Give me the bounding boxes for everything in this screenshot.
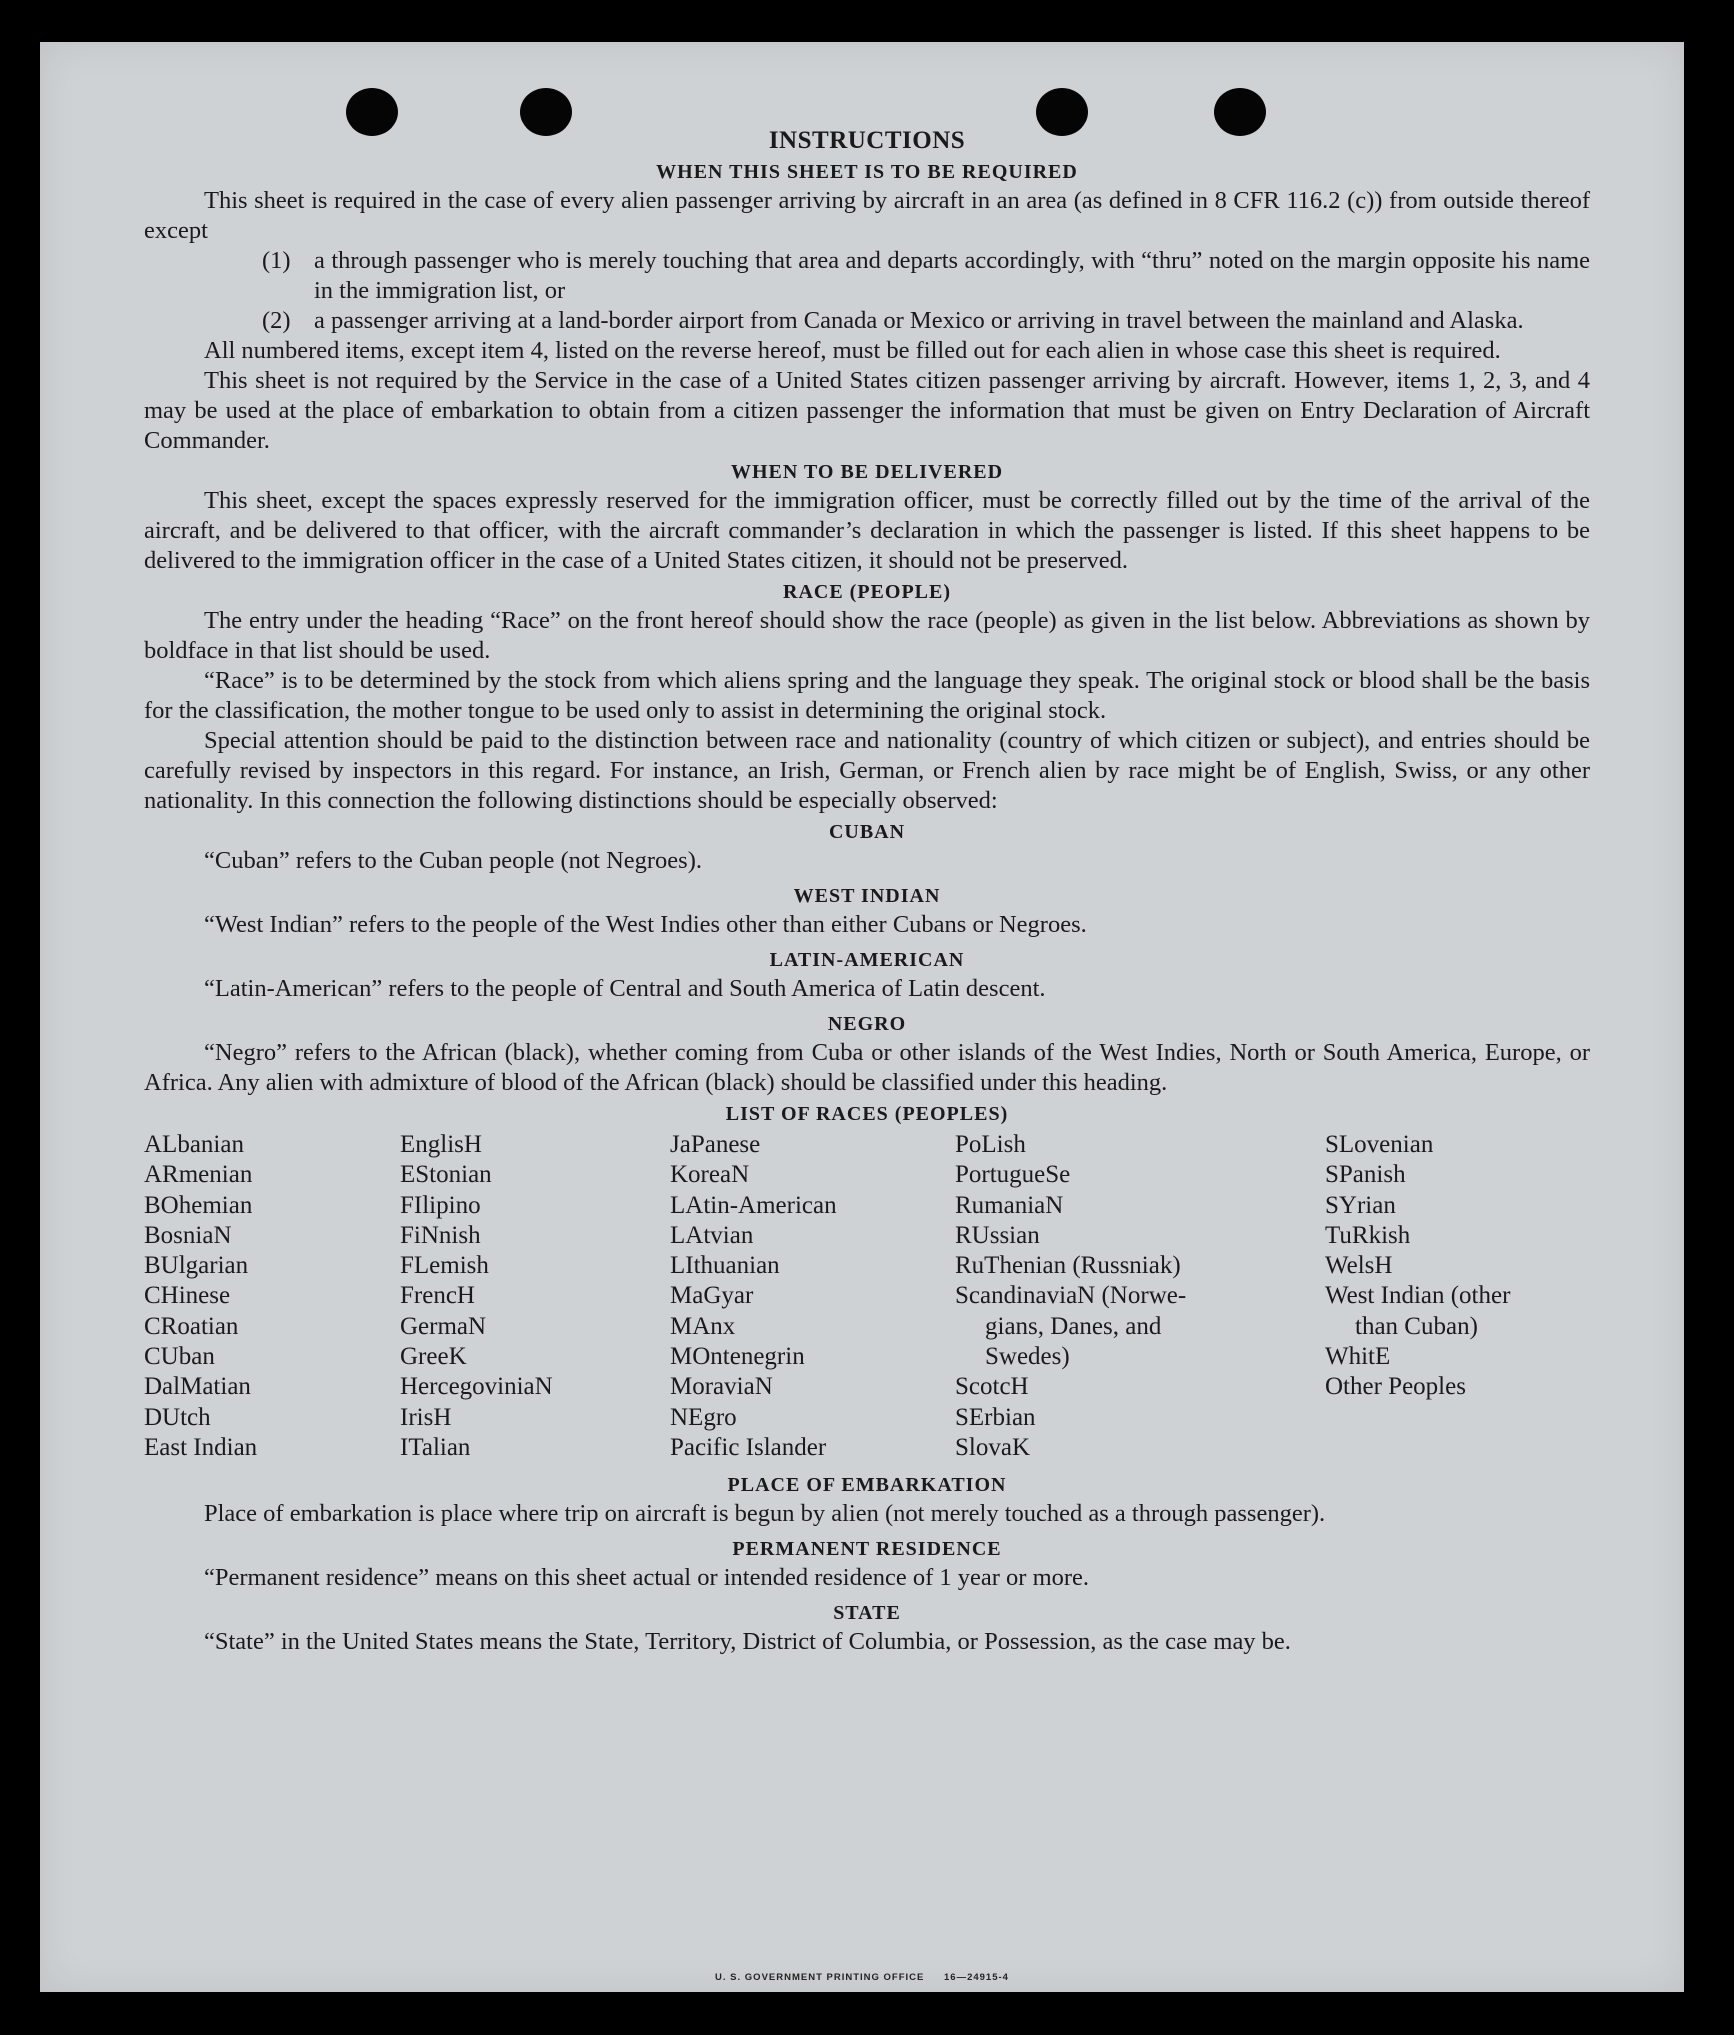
race-entry: IrisH	[400, 1403, 452, 1431]
race-column	[955, 1130, 1325, 1463]
race-entry: BosniaN	[144, 1221, 232, 1249]
race-entry: SYrian	[1325, 1191, 1396, 1219]
page-title: INSTRUCTIONS	[768, 127, 966, 154]
race-entry: PoLish	[955, 1131, 1026, 1158]
section-heading: NEGRO	[827, 1013, 907, 1035]
race-entry: FLemish	[400, 1252, 489, 1280]
race-entry: KoreaN	[670, 1161, 750, 1189]
section-heading: PLACE OF EMBARKATION	[727, 1474, 1007, 1497]
race-entry: LAtvian	[670, 1221, 754, 1249]
race-entry: DalMatian	[144, 1373, 251, 1401]
race-entry: FiNnish	[400, 1221, 481, 1249]
section-heading: RACE (PEOPLE)	[783, 581, 951, 603]
race-entry: West Indian (other	[1325, 1282, 1511, 1310]
race-entry: LAtin-American	[670, 1191, 837, 1219]
race-column	[400, 1130, 670, 1463]
race-entry: DUtch	[144, 1403, 211, 1431]
paragraph: The entry under the heading “Race” on the front hereof should show the race (people) as given in the list below. Abbreviations as shown by boldface in that list should be used.	[144, 607, 1590, 664]
race-entry: ITalian	[400, 1433, 471, 1461]
race-entry: ScotcH	[955, 1373, 1029, 1401]
definition: “Cuban” refers to the Cuban people (not Negroes).	[204, 847, 702, 874]
section-heading: LIST OF RACES (PEOPLES)	[725, 1103, 1009, 1125]
race-entry: FIlipino	[400, 1191, 481, 1219]
race-entry: GreeK	[400, 1343, 467, 1371]
section-heading: PERMANENT RESIDENCE	[732, 1538, 1002, 1561]
race-entry: FrencH	[400, 1282, 475, 1310]
item-number: (2)	[262, 307, 291, 334]
race-entry: than Cuban)	[1355, 1312, 1478, 1340]
section-heading: LATIN-AMERICAN	[769, 949, 965, 971]
list-item	[262, 306, 1590, 336]
race-entry: JaPanese	[670, 1131, 761, 1158]
race-entry: EnglisH	[400, 1131, 482, 1158]
race-entry: SlovaK	[955, 1433, 1030, 1461]
race-entry: MAnx	[670, 1312, 736, 1340]
race-entry: SErbian	[955, 1403, 1036, 1431]
race-entry: MoraviaN	[670, 1373, 773, 1401]
document-page	[40, 42, 1684, 1992]
race-entry: HercegoviniaN	[400, 1373, 553, 1401]
race-entry: SPanish	[1325, 1161, 1406, 1189]
race-entry: Swedes)	[985, 1343, 1070, 1371]
race-column	[144, 1130, 400, 1463]
race-entry: WhitE	[1325, 1343, 1391, 1371]
race-entry: gians, Danes, and	[985, 1312, 1162, 1340]
list-item	[262, 246, 1590, 306]
section-heading: STATE	[833, 1602, 901, 1625]
paragraph: This sheet is required in the case of every alien passenger arriving by aircraft in an area (as defined in 8 CFR 116.2 (c)) from outside thereof except	[144, 187, 1590, 244]
race-entry: CUban	[144, 1343, 215, 1371]
section-heading: WHEN THIS SHEET IS TO BE REQUIRED	[656, 161, 1078, 183]
race-entry: Other Peoples	[1325, 1373, 1466, 1401]
form-code: 16—24915-4	[944, 1972, 1009, 1983]
paragraph: “Permanent residence” means on this sheet actual or intended residence of 1 year or more.	[204, 1564, 1090, 1592]
race-entry: CRoatian	[144, 1312, 239, 1340]
race-entry: RuThenian (Russniak)	[955, 1252, 1181, 1280]
numbered-list	[144, 246, 1590, 336]
race-entry: GermaN	[400, 1312, 487, 1340]
paragraph: This sheet is not required by the Service in the case of a United States citizen passenger arriving by aircraft. However, items 1, 2, 3, and 4 may be used at the place of embarkation to obtain from a citizen passenger the information that must be given on Entry Declaration of Aircraft Commander.	[144, 367, 1590, 454]
race-entry: PortugueSe	[955, 1161, 1071, 1189]
definition: “Latin-American” refers to the people of Central and South America of Latin descent.	[204, 975, 1046, 1002]
race-column	[670, 1130, 955, 1463]
race-entry: SLovenian	[1325, 1131, 1434, 1158]
paragraph: All numbered items, except item 4, listed on the reverse hereof, must be filled out for each alien in whose case this sheet is required.	[204, 337, 1501, 364]
race-entry: East Indian	[144, 1433, 258, 1461]
race-entry: MOntenegrin	[670, 1343, 805, 1371]
race-entry: BOhemian	[144, 1191, 253, 1219]
race-entry: RumaniaN	[955, 1191, 1064, 1219]
race-entry: ALbanian	[144, 1131, 244, 1158]
paragraph: “Race” is to be determined by the stock from which aliens spring and the language they speak. The original stock or blood shall be the basis for the classification, the mother tongue to be used only to assist in determining the original stock.	[144, 667, 1590, 724]
printer-imprint	[40, 1972, 1684, 1983]
race-list	[144, 1130, 1590, 1463]
item-text: a through passenger who is merely touching that area and departs accordingly, with “thru” noted on the margin opposite his name in the immigration list, or	[314, 247, 1590, 304]
race-entry: BUlgarian	[144, 1252, 249, 1280]
definition: “West Indian” refers to the people of the West Indies other than either Cubans or Negroes.	[204, 911, 1087, 938]
race-entry: WelsH	[1325, 1252, 1393, 1280]
race-entry: ScandinaviaN (Norwe-	[955, 1282, 1187, 1310]
section-heading: WHEN TO BE DELIVERED	[730, 461, 1004, 483]
paragraph: This sheet, except the spaces expressly reserved for the immigration officer, must be correctly filled out by the time of the arrival of the aircraft, and be delivered to that officer, with the aircraft commander’s declaration in which the passenger is listed. If this sheet happens to be delivered to the immigration officer in the case of a United States citizen, it should not be preserved.	[144, 487, 1590, 574]
paragraph: Place of embarkation is place where trip on aircraft is begun by alien (not merely touched as a through passenger).	[204, 1500, 1326, 1528]
race-entry: CHinese	[144, 1282, 231, 1310]
race-entry: ARmenian	[144, 1161, 253, 1189]
race-entry: LIthuanian	[670, 1252, 780, 1280]
race-entry: EStonian	[400, 1161, 492, 1189]
race-entry: RUssian	[955, 1221, 1040, 1249]
race-entry: TuRkish	[1325, 1221, 1411, 1249]
paragraph: Special attention should be paid to the distinction between race and nationality (country of which citizen or subject), and entries should be carefully revised by inspectors in this regard. For instance, an Irish, German, or French alien by race might be of English, Swiss, or any other nationality. In this connection the following distinctions should be especially observed:	[144, 727, 1590, 814]
printer-name: U. S. GOVERNMENT PRINTING OFFICE	[715, 1972, 925, 1983]
race-entry: Pacific Islander	[670, 1433, 827, 1461]
race-column	[1325, 1130, 1585, 1463]
section-heading: WEST INDIAN	[793, 885, 941, 907]
paragraph: “State” in the United States means the State, Territory, District of Columbia, or Possession, as the case may be.	[204, 1628, 1291, 1656]
race-entry: MaGyar	[670, 1282, 754, 1310]
paragraph: “Negro” refers to the African (black), whether coming from Cuba or other islands of the West Indies, North or South America, Europe, or Africa. Any alien with admixture of blood of the African (black) should be classified under this heading.	[144, 1039, 1590, 1096]
race-entry: NEgro	[670, 1403, 737, 1431]
section-heading: CUBAN	[828, 821, 906, 843]
item-text: a passenger arriving at a land-border airport from Canada or Mexico or arriving in travel between the mainland and Alaska.	[314, 307, 1524, 334]
item-number: (1)	[262, 247, 291, 274]
instructions-body	[144, 126, 1590, 1657]
